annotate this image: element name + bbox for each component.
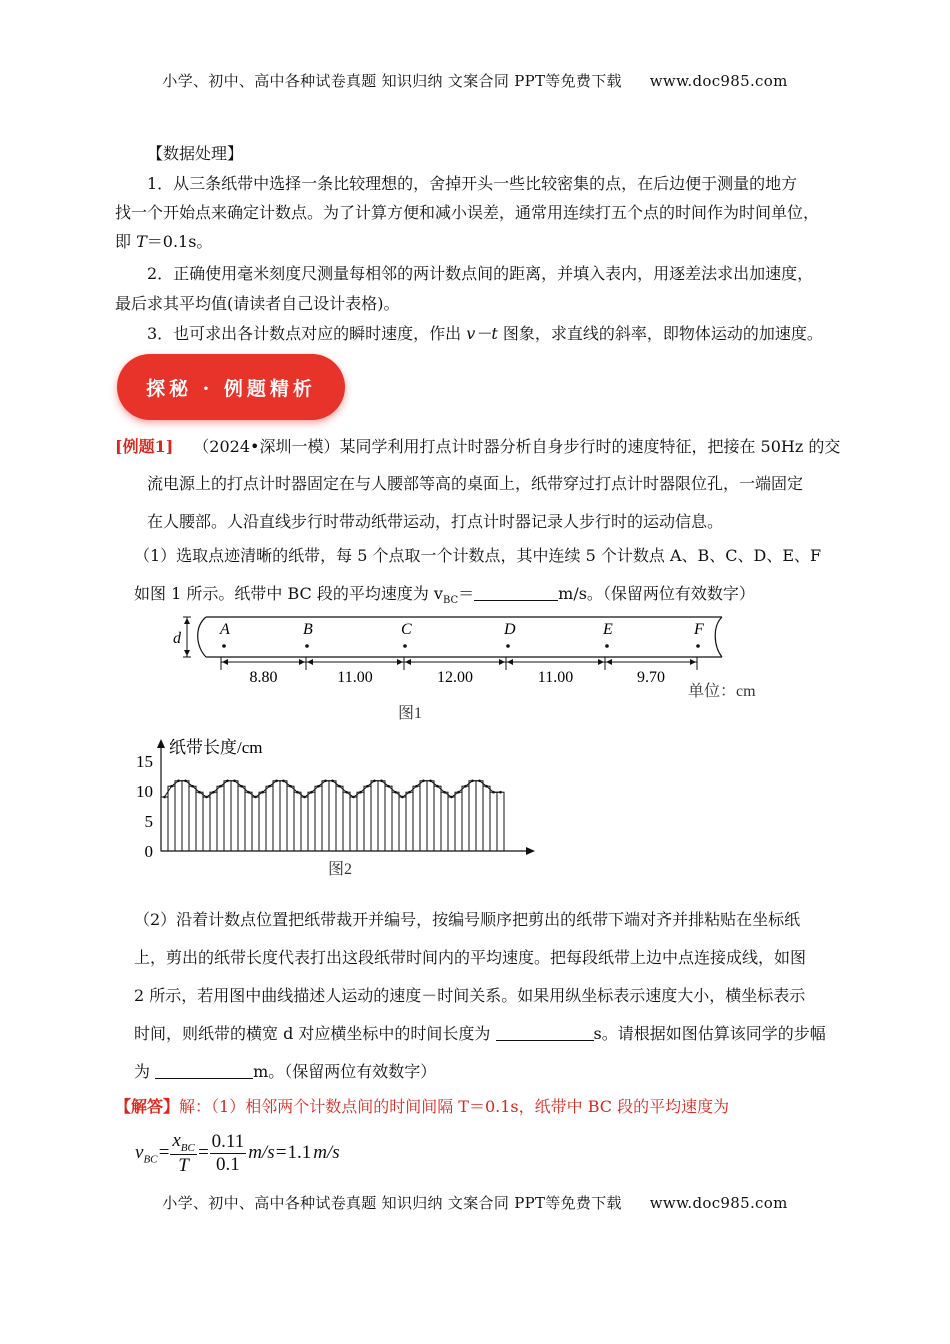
- strip-bar: [294, 792, 301, 851]
- strip-midpoint: [191, 785, 194, 788]
- strip-bar: [322, 781, 329, 851]
- strip-bar: [301, 797, 308, 851]
- strip-bar: [448, 797, 455, 851]
- y-tick-label: 0: [144, 842, 153, 861]
- strip-midpoint: [457, 791, 460, 794]
- arrow-head: [299, 659, 305, 665]
- unit-label: 单位：cm: [688, 683, 756, 700]
- strip-midpoint: [464, 785, 467, 788]
- strip-midpoint: [429, 780, 432, 783]
- strip-midpoint: [387, 785, 390, 788]
- step2-line2: 最后求其平均值(请读者自己设计表格)。: [115, 294, 400, 313]
- footer-title: 小学、初中、高中各种试卷真题 知识归纳 文案合同 PPT等免费下载: [162, 1194, 622, 1212]
- strip-midpoint: [268, 785, 271, 788]
- point-dot-D: [506, 644, 510, 648]
- y-tick-label: 5: [144, 812, 153, 831]
- question2-line1: （2）沿着计数点位置把纸带裁开并编号，按编号顺序把剪出的纸带下端对齐并排粘贴在坐标纸: [134, 910, 801, 929]
- example-line1: [例题1] （2024•深圳一模）某同学利用打点计时器分析自身步行时的速度特征，把接在 50Hz 的交: [115, 437, 841, 456]
- segment-length: 9.70: [637, 669, 665, 686]
- strip-bar: [371, 781, 378, 851]
- strip-bar: [259, 792, 266, 851]
- answer-blank-3[interactable]: [155, 1062, 253, 1079]
- strip-bar: [329, 781, 336, 851]
- step1-line3: 即 T＝0.1s。: [115, 232, 213, 251]
- strip-bar: [364, 786, 371, 851]
- strip-midpoint: [373, 780, 376, 783]
- strip-bar: [315, 786, 322, 851]
- strip-midpoint: [184, 780, 187, 783]
- strip-bar: [231, 781, 238, 851]
- strip-bar: [245, 792, 252, 851]
- strip-bar: [287, 786, 294, 851]
- strip-midpoint: [226, 780, 229, 783]
- question2-line4: 时间，则纸带的横宽 d 对应横坐标中的时间长度为 s。请根据如图估算该同学的步幅: [134, 1024, 826, 1043]
- strip-midpoint: [317, 785, 320, 788]
- segment-length: 11.00: [337, 669, 373, 686]
- strip-midpoint: [471, 780, 474, 783]
- strip-bar: [427, 781, 434, 851]
- segment-length: 12.00: [437, 669, 473, 686]
- step3-line: 3．也可求出各计数点对应的瞬时速度，作出 v－t 图象，求直线的斜率，即物体运动的加速度。: [147, 324, 823, 343]
- strip-bar: [497, 792, 504, 851]
- arrow-head: [598, 659, 604, 665]
- arrow-head: [499, 659, 505, 665]
- strip-midpoint: [198, 791, 201, 794]
- arrow-head: [690, 659, 696, 665]
- fig1-caption: 图1: [398, 705, 423, 722]
- section-title: 【数据处理】: [147, 144, 244, 163]
- point-dot-E: [605, 644, 609, 648]
- arrow-head: [606, 659, 612, 665]
- strip-midpoint: [352, 796, 355, 799]
- strip-midpoint: [219, 785, 222, 788]
- strip-midpoint: [324, 780, 327, 783]
- point-label-D: D: [504, 621, 516, 638]
- strip-bar: [266, 786, 273, 851]
- strip-midpoint: [240, 785, 243, 788]
- strip-midpoint: [163, 796, 166, 799]
- strip-midpoint: [170, 785, 173, 788]
- strip-bar: [161, 797, 168, 851]
- question2-line3: 2 所示，若用图中曲线描述人运动的速度－时间关系。如果用纵坐标表示速度大小，横坐标表示: [134, 986, 806, 1005]
- strip-bar: [343, 792, 350, 851]
- point-label-C: C: [401, 621, 412, 638]
- strip-midpoint: [366, 785, 369, 788]
- strip-bar: [378, 781, 385, 851]
- segment-length: 11.00: [537, 669, 574, 686]
- strip-midpoint: [485, 785, 488, 788]
- strip-midpoint: [289, 785, 292, 788]
- section-badge: 探秘 · 例题精析: [117, 354, 345, 420]
- strip-bar: [168, 786, 175, 851]
- example-tag: [例题1]: [115, 437, 174, 456]
- var-T: T: [136, 232, 147, 251]
- arrow-head: [222, 659, 228, 665]
- strip-midpoint: [415, 785, 418, 788]
- point-label-B: B: [303, 621, 313, 638]
- strip-midpoint: [345, 791, 348, 794]
- page-footer: [0, 1192, 950, 1213]
- strip-midpoint: [331, 780, 334, 783]
- answer-text: 解：（1）相邻两个计数点间的时间间隔 T＝0.1s，纸带中 BC 段的平均速度为: [179, 1097, 730, 1116]
- figure-2: [125, 735, 545, 885]
- strip-midpoint: [296, 791, 299, 794]
- strip-midpoint: [177, 780, 180, 783]
- strip-bar: [252, 797, 259, 851]
- strip-bar: [357, 792, 364, 851]
- arrow-head: [307, 659, 313, 665]
- strip-midpoint: [303, 796, 306, 799]
- answer-line: [115, 1097, 729, 1117]
- strip-midpoint: [310, 791, 313, 794]
- strip-bar: [350, 797, 357, 851]
- question2-line5: 为 m。（保留两位有效数字）: [134, 1062, 437, 1081]
- strip-midpoint: [408, 791, 411, 794]
- figure-1: [170, 610, 770, 725]
- strip-midpoint: [394, 791, 397, 794]
- strip-midpoint: [282, 780, 285, 783]
- strip-midpoint: [247, 791, 250, 794]
- strip-bar: [420, 781, 427, 851]
- strip-bar: [196, 792, 203, 851]
- strip-midpoint: [422, 780, 425, 783]
- strip-midpoint: [212, 791, 215, 794]
- strip-bar: [413, 786, 420, 851]
- strip-midpoint: [443, 791, 446, 794]
- strip-bar: [392, 792, 399, 851]
- header-url[interactable]: www.doc985.com: [649, 72, 788, 90]
- strip-bar: [238, 786, 245, 851]
- header-title: 小学、初中、高中各种试卷真题 知识归纳 文案合同 PPT等免费下载: [162, 72, 622, 90]
- velocity-curve: [165, 781, 501, 797]
- strip-midpoint: [233, 780, 236, 783]
- strip-midpoint: [499, 791, 502, 794]
- strip-bar: [483, 786, 490, 851]
- strip-midpoint: [275, 780, 278, 783]
- strip-midpoint: [478, 780, 481, 783]
- strip-bar: [476, 781, 483, 851]
- example-line2: 流电源上的打点计时器固定在与人腰部等高的桌面上，纸带穿过打点计时器限位孔，一端固定: [147, 474, 804, 493]
- strip-midpoint: [261, 791, 264, 794]
- var-vt: v－t: [466, 324, 498, 343]
- strip-bar: [455, 792, 462, 851]
- strip-bar: [406, 792, 413, 851]
- page-header: [0, 70, 950, 91]
- point-dot-B: [305, 644, 309, 648]
- strip-midpoint: [205, 796, 208, 799]
- arrow-head: [397, 659, 403, 665]
- strip-bar: [210, 792, 217, 851]
- strip-midpoint: [338, 785, 341, 788]
- strip-midpoint: [401, 796, 404, 799]
- arrow-head: [405, 659, 411, 665]
- strip-bar: [434, 786, 441, 851]
- strip-bar: [490, 792, 497, 851]
- strip-bar: [189, 786, 196, 851]
- y-tick-label: 15: [136, 752, 153, 771]
- strip-bar: [385, 786, 392, 851]
- strip-bar: [462, 786, 469, 851]
- example-line3: 在人腰部。人沿直线步行时带动纸带运动，打点计时器记录人步行时的运动信息。: [147, 512, 724, 531]
- point-label-A: A: [220, 621, 230, 638]
- strip-bar: [280, 781, 287, 851]
- strip-midpoint: [450, 796, 453, 799]
- step2-line1: 2．正确使用毫米刻度尺测量每相邻的两计数点间的距离，并填入表内，用逐差法求出加速度，: [147, 264, 814, 283]
- question2-line2: 上，剪出的纸带长度代表打出这段纸带时间内的平均速度。把每段纸带上边中点连接成线，如图: [134, 948, 807, 967]
- point-dot-F: [696, 644, 700, 648]
- strip-bar: [273, 781, 280, 851]
- strip-midpoint: [380, 780, 383, 783]
- strip-bar: [217, 786, 224, 851]
- strip-midpoint: [492, 791, 495, 794]
- fig2-ylabel: 纸带长度/cm: [169, 738, 263, 757]
- d-label: d: [173, 630, 181, 647]
- point-dot-A: [222, 644, 226, 648]
- strip-bar: [399, 797, 406, 851]
- y-tick-label: 10: [136, 782, 153, 801]
- footer-url[interactable]: www.doc985.com: [649, 1194, 788, 1212]
- answer-blank-1[interactable]: [474, 584, 558, 601]
- fig2-caption: 图2: [328, 861, 353, 878]
- strip-bar: [182, 781, 189, 851]
- step1-line1: 1．从三条纸带中选择一条比较理想的，舍掉开头一些比较密集的点，在后边便于测量的地方: [147, 174, 798, 193]
- answer-equation: $v_{BC}=$ $\frac{x_{BC}}{T}$ = $\frac{0.11}{0.1}$ m/s=1.1 m/s: [135, 1130, 340, 1176]
- strip-bar: [469, 781, 476, 851]
- strip-midpoint: [436, 785, 439, 788]
- strip-bar: [203, 797, 210, 851]
- strip-bar: [336, 786, 343, 851]
- strip-midpoint: [359, 791, 362, 794]
- strip-bar: [441, 792, 448, 851]
- question1-line2: 如图 1 所示。纸带中 BC 段的平均速度为 $v_{BC}= m/s$。（保留两位有效数字）: [134, 584, 755, 607]
- strip-bar: [175, 781, 182, 851]
- answer-blank-2[interactable]: [496, 1024, 594, 1041]
- point-label-F: F: [694, 621, 704, 638]
- arrow-head: [507, 659, 513, 665]
- step1-line2: 找一个开始点来确定计数点。为了计算方便和减小误差，通常用连续打五个点的时间作为时间单位，: [115, 203, 820, 222]
- strip-bar: [308, 792, 315, 851]
- strip-midpoint: [254, 796, 257, 799]
- answer-tag: 【解答】: [115, 1097, 180, 1116]
- question1-line1: （1）选取点迹清晰的纸带，每 5 个点取一个计数点，其中连续 5 个计数点 A、B、C、D、E、F: [134, 546, 822, 565]
- strip-bar: [224, 781, 231, 851]
- point-dot-C: [403, 644, 407, 648]
- point-label-E: E: [603, 621, 613, 638]
- segment-length: 8.80: [249, 669, 278, 686]
